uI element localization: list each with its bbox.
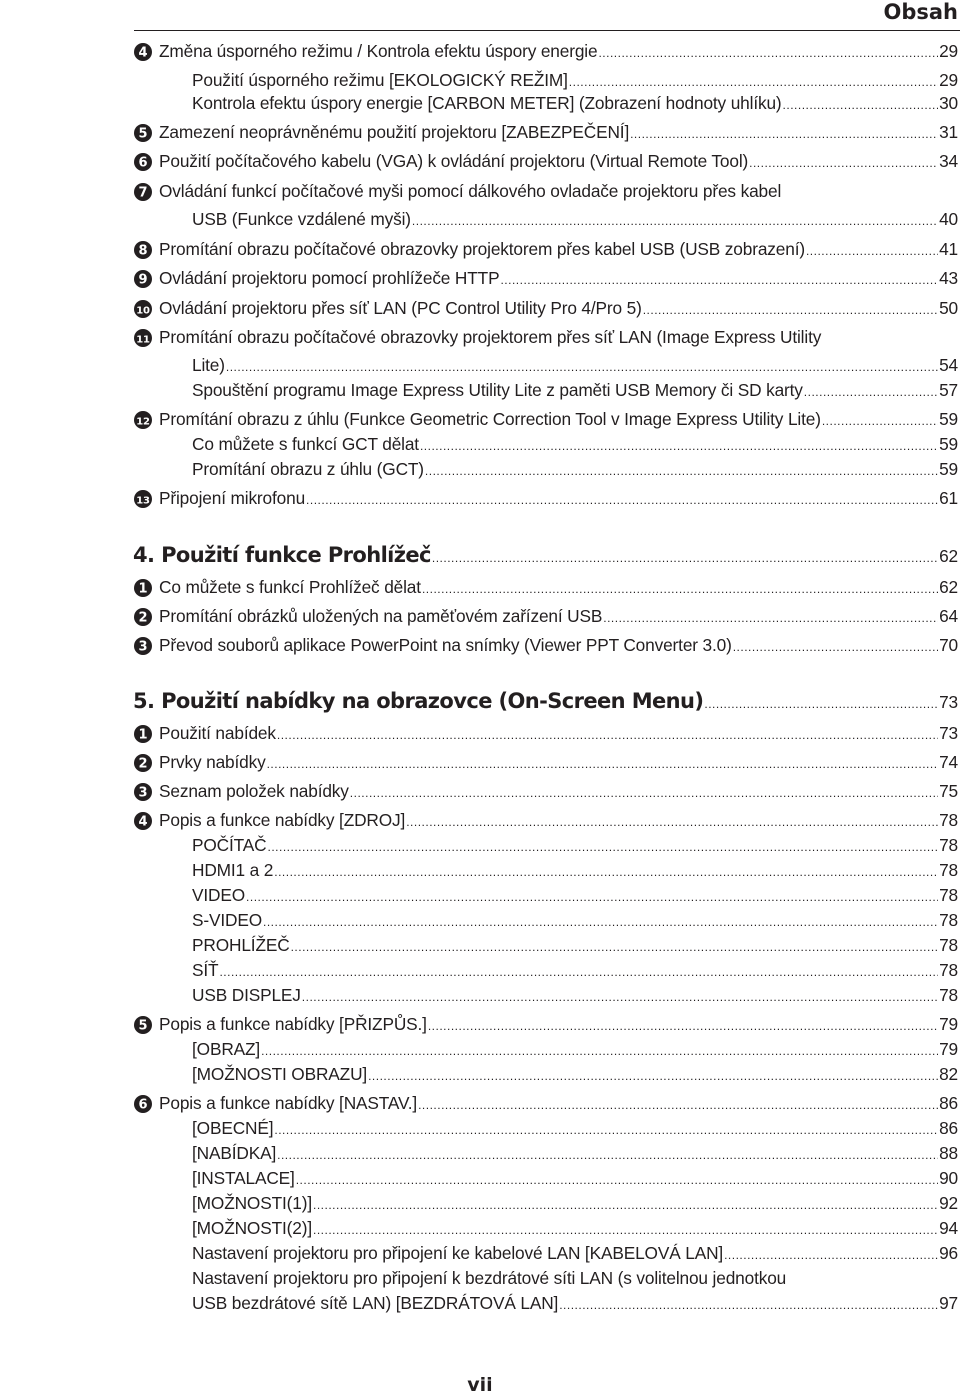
toc-entry-title: Promítání obrazu z úhlu (Funkce Geometric Correction Tool v Image Express Utility Lite) [159,409,821,429]
svg-text:11: 11 [136,334,150,346]
circled-number-icon [133,607,155,625]
toc-entry-title: Spouštění programu Image Express Utility Lite z paměti USB Memory či SD karty [192,380,803,400]
toc-page-number: 59 [939,434,958,454]
page-header [0,0,960,28]
circled-number-icon [133,1094,155,1112]
toc-page-number: 73 [939,723,958,743]
toc-entry-title: Použití nabídek [159,723,276,743]
dot-leader [350,780,938,806]
circled-number-icon [133,152,155,170]
toc-page-number: 54 [939,355,958,375]
toc-page-number: 50 [939,298,958,318]
toc-entry-title: Popis a funkce nabídky [PŘIZPŮS.] [159,1014,427,1034]
toc-entry[interactable] [192,907,958,933]
toc-page-number: 64 [939,606,958,626]
circled-number-icon [133,299,155,317]
toc-entry[interactable] [192,832,958,858]
svg-text:6: 6 [138,1097,148,1113]
toc-entry-title: 5. Použití nabídky na obrazovce (On-Screen Menu) [133,689,704,713]
dot-leader [368,1063,938,1089]
toc-entry-title: Promítání obrazu z úhlu (GCT) [192,459,424,479]
toc-section-heading[interactable] [133,686,958,716]
toc-entry[interactable] [192,1290,958,1316]
toc-entry-title: [MOŽNOSTI OBRAZU] [192,1064,368,1084]
toc-entry[interactable] [192,982,958,1008]
toc-entry[interactable] [133,178,958,204]
toc-entry[interactable] [192,1190,958,1216]
toc-page-number: 78 [939,810,958,830]
dot-leader [302,984,938,1010]
toc-page-number: 34 [939,151,958,171]
toc-entry[interactable] [133,406,958,432]
toc-entry[interactable] [192,857,958,883]
toc-entry-title: [MOŽNOSTI(1)] [192,1193,312,1213]
toc-entry-title: Použití úsporného režimu [EKOLOGICKÝ REŽIM] [192,70,568,90]
svg-text:6: 6 [138,155,148,171]
dot-leader [277,722,938,748]
toc-entry[interactable] [192,431,958,457]
toc-entry-title: Nastavení projektoru pro připojení ke kabelové LAN [KABELOVÁ LAN] [192,1243,724,1263]
toc-entry[interactable] [133,148,958,174]
toc-page-number: 78 [939,910,958,930]
toc-entry-title: [INSTALACE] [192,1168,295,1188]
toc-page-number: 78 [939,985,958,1005]
svg-text:13: 13 [136,495,150,507]
toc-entry[interactable] [133,720,958,746]
dot-leader [425,458,938,484]
toc-page-number: 86 [939,1093,958,1113]
circled-number-icon [133,240,155,258]
toc-section-heading[interactable] [133,540,958,570]
svg-text:1: 1 [138,727,148,743]
toc-page-number: 41 [939,239,958,259]
dot-leader [306,487,938,513]
dot-leader [806,238,938,264]
toc-entry[interactable] [133,1090,958,1116]
svg-text:5: 5 [138,126,148,142]
toc-entry[interactable] [133,632,958,658]
toc-entry[interactable] [192,352,958,378]
toc-entry-title: [OBECNÉ] [192,1118,274,1138]
toc-entry[interactable] [192,377,958,403]
svg-text:2: 2 [138,756,148,772]
header-rule [134,30,960,31]
dot-leader [267,751,938,777]
toc-entry-title: Co můžete s funkcí GCT dělat [192,434,419,454]
toc-entry[interactable] [133,265,958,291]
toc-page-number: 78 [939,885,958,905]
toc-page-number: 31 [939,122,958,142]
toc-entry[interactable] [133,574,958,600]
dot-leader [704,689,938,719]
toc-entry-title: VIDEO [192,885,246,905]
header-title: Obsah [883,0,958,24]
toc-entry[interactable] [133,749,958,775]
toc-entry-title: Ovládání projektoru přes síť LAN (PC Control Utility Pro 4/Pro 5) [159,298,642,318]
toc-entry-title: PROHLÍŽEČ [192,935,290,955]
toc-page-number: 96 [939,1243,958,1263]
svg-text:3: 3 [138,785,148,801]
toc-page-number: 79 [939,1039,958,1059]
svg-text:1: 1 [138,581,148,597]
circled-number-icon [133,42,155,60]
toc-entry-title: HDMI1 a 2 [192,860,274,880]
toc-entry[interactable] [133,295,958,321]
dot-leader [598,40,938,66]
toc-entry[interactable] [192,882,958,908]
toc-page-number: 29 [939,41,958,61]
toc-entry-title: Popis a funkce nabídky [ZDROJ] [159,810,406,830]
toc-page-number: 70 [939,635,958,655]
toc-page-number: 30 [939,93,958,113]
toc-entry-title: Připojení mikrofonu [159,488,306,508]
toc-entry[interactable] [133,119,958,145]
toc-page-number: 59 [939,459,958,479]
svg-text:2: 2 [138,610,148,626]
toc-entry-title: POČÍTAČ [192,835,267,855]
svg-text:7: 7 [138,185,148,201]
toc-entry[interactable] [133,807,958,833]
toc-page-number: 79 [939,1014,958,1034]
toc-page-number: 92 [939,1193,958,1213]
toc-page-number: 57 [939,380,958,400]
circled-number-icon [133,269,155,287]
toc-page-number: 90 [939,1168,958,1188]
circled-number-icon [133,328,155,346]
circled-number-icon [133,182,155,200]
toc-entry-title: Ovládání funkcí počítačové myši pomocí dálkového ovladače projektoru přes kabel [159,181,782,201]
toc-entry[interactable] [133,603,958,629]
toc-entry[interactable] [192,456,958,482]
svg-text:10: 10 [136,305,150,317]
toc-entry[interactable] [133,324,958,350]
toc-entry[interactable] [192,1140,958,1166]
svg-text:4: 4 [138,45,148,61]
toc-entry[interactable] [133,38,958,64]
circled-number-icon [133,782,155,800]
circled-number-icon [133,489,155,507]
dot-leader [603,605,938,631]
toc-entry-title: 4. Použití funkce Prohlížeč [133,543,431,567]
toc-entry[interactable] [192,90,958,116]
toc-entry-title: Promítání obrazu počítačové obrazovky projektorem přes síť LAN (Image Express Utility [159,327,822,347]
circled-number-icon [133,753,155,771]
circled-number-icon [133,811,155,829]
page-number: vii [467,1374,493,1396]
dot-leader [422,576,938,602]
toc-entry-title: USB (Funkce vzdálené myši) [192,209,411,229]
toc-entry-title: Promítání obrázků uložených na paměťovém zařízení USB [159,606,603,626]
dot-leader [783,92,939,118]
dot-leader [804,379,938,405]
svg-text:5: 5 [138,1018,148,1034]
circled-number-icon [133,636,155,654]
toc-page-number: 29 [939,70,958,90]
dot-leader [749,150,938,176]
dot-leader [733,634,938,660]
dot-leader [643,297,938,323]
dot-leader [500,267,938,293]
toc-page-number: 74 [939,752,958,772]
dot-leader [432,543,938,573]
toc-entry-title: Použití počítačového kabelu (VGA) k ovládání projektoru (Virtual Remote Tool) [159,151,749,171]
toc-page-number: 73 [939,692,958,712]
toc-page-number: 61 [939,488,958,508]
toc-page-number: 82 [939,1064,958,1084]
toc-entry[interactable] [192,206,958,232]
circled-number-icon [133,123,155,141]
toc-entry[interactable] [192,1036,958,1062]
circled-number-icon [133,1015,155,1033]
svg-text:9: 9 [138,272,148,288]
svg-text:8: 8 [138,243,148,259]
circled-number-icon [133,724,155,742]
toc-entry[interactable] [192,1115,958,1141]
toc-entry-title: Nastavení projektoru pro připojení k bezdrátové síti LAN (s volitelnou jednotkou [192,1268,787,1288]
toc-entry[interactable] [192,932,958,958]
toc-entry-title: Zamezení neoprávněnému použití projektoru [ZABEZPEČENÍ] [159,122,630,142]
dot-leader [559,1292,938,1318]
toc-page-number: 97 [939,1293,958,1313]
toc-entry-title: USB DISPLEJ [192,985,301,1005]
toc-entry-title: S-VIDEO [192,910,263,930]
toc-entry[interactable] [192,1240,958,1266]
toc-page-number: 78 [939,935,958,955]
toc-page-number: 78 [939,860,958,880]
toc-entry[interactable] [133,236,958,262]
toc-page-number: 75 [939,781,958,801]
toc-entry-title: Lite) [192,355,225,375]
toc-page-number: 62 [939,546,958,566]
toc-entry-title: Seznam položek nabídky [159,781,349,801]
toc-page-number: 88 [939,1143,958,1163]
svg-text:3: 3 [138,639,148,655]
dot-leader [412,208,938,234]
toc-entry-title: Popis a funkce nabídky [NASTAV.] [159,1093,418,1113]
toc-entry[interactable] [133,485,958,511]
toc-entry-title: Převod souborů aplikace PowerPoint na snímky (Viewer PPT Converter 3.0) [159,635,732,655]
toc-entry-title: Prvky nabídky [159,752,266,772]
svg-text:12: 12 [136,416,150,428]
toc-entry-title: USB bezdrátové sítě LAN) [BEZDRÁTOVÁ LAN] [192,1293,559,1313]
toc-entry[interactable] [192,1265,958,1291]
toc-page-number: 43 [939,268,958,288]
svg-text:4: 4 [138,814,148,830]
toc-page-number: 78 [939,835,958,855]
toc-entry-title: SÍŤ [192,960,219,980]
toc-entry-title: Kontrola efektu úspory energie [CARBON METER] (Zobrazení hodnoty uhlíku) [192,93,782,113]
toc-page-number: 86 [939,1118,958,1138]
toc-page-number: 59 [939,409,958,429]
toc-entry-title: Změna úsporného režimu / Kontrola efektu úspory energie [159,41,598,61]
dot-leader [630,121,938,147]
toc-entry-title: Co můžete s funkcí Prohlížeč dělat [159,577,421,597]
toc-entry[interactable] [192,1165,958,1191]
toc-entry-title: [NABÍDKA] [192,1143,277,1163]
toc-page-number: 78 [939,960,958,980]
toc-entry-title: Promítání obrazu počítačové obrazovky projektorem přes kabel USB (USB zobrazení) [159,239,805,259]
circled-number-icon [133,410,155,428]
toc-entry[interactable] [192,957,958,983]
toc-entry[interactable] [133,778,958,804]
toc-entry[interactable] [133,1011,958,1037]
toc-entry-title: [OBRAZ] [192,1039,261,1059]
toc-entry-title: [MOŽNOSTI(2)] [192,1218,312,1238]
toc-entry-title: Ovládání projektoru pomocí prohlížeče HTTP [159,268,500,288]
toc-page-number: 62 [939,577,958,597]
circled-number-icon [133,578,155,596]
toc-page-number: 94 [939,1218,958,1238]
toc-page-number: 40 [939,209,958,229]
toc-entry[interactable] [192,1061,958,1087]
toc-entry[interactable] [192,1215,958,1241]
